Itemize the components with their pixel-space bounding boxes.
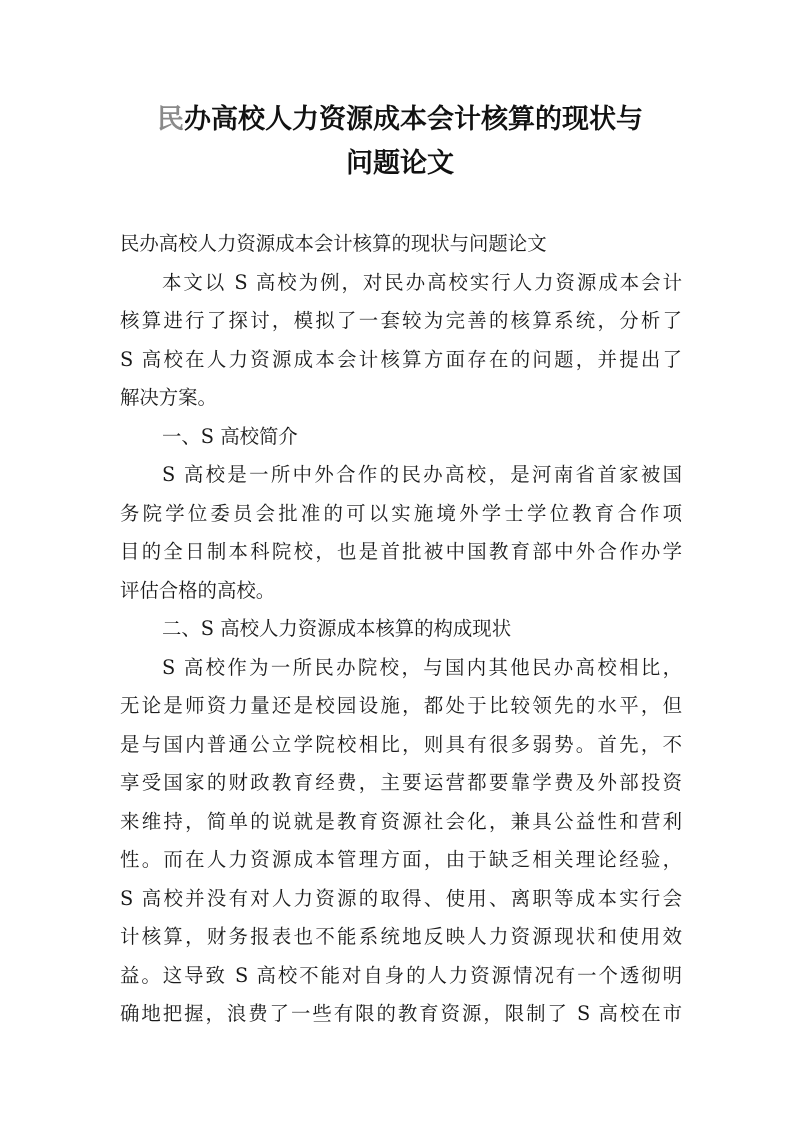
body-line: 目的全日制本科院校，也是首批被中国教育部中外合作办学 <box>120 540 682 563</box>
body-line: 计核算，财务报表也不能系统地反映人力资源现状和使用效 <box>120 925 682 948</box>
body-line: S 高校并没有对人力资源的取得、使用、离职等成本实行会 <box>120 886 682 910</box>
document-title <box>120 98 680 186</box>
title-line-2: 问题论文 <box>346 148 454 179</box>
body-line: 解决方案。 <box>120 386 217 409</box>
body-line: 无论是师资力量还是校园设施，都处于比较领先的水平，但 <box>120 694 682 717</box>
body-line: S 高校在人力资源成本会计核算方面存在的问题，并提出了 <box>120 347 682 371</box>
body-line: 是与国内普通公立学院校相比，则具有很多弱势。首先，不 <box>120 732 682 756</box>
body-line: 民办高校人力资源成本会计核算的现状与问题论文 <box>120 232 547 255</box>
body-line: 评估合格的高校。 <box>120 578 276 602</box>
title-first-char: 民 <box>157 104 184 135</box>
body-line: 本文以 S 高校为例，对民办高校实行人力资源成本会计 <box>162 270 682 294</box>
body-line: 性。而在人力资源成本管理方面，由于缺乏相关理论经验， <box>120 848 682 871</box>
body-line: 务院学位委员会批准的可以实施境外学士学位教育合作项 <box>120 501 682 525</box>
body-line: S 高校作为一所民办院校，与国内其他民办高校相比， <box>162 655 682 679</box>
body-line: S 高校是一所中外合作的民办高校，是河南省首家被国 <box>162 463 682 486</box>
document-body <box>120 225 682 1034</box>
body-line: 享受国家的财政教育经费，主要运营都要靠学费及外部投资 <box>120 771 682 794</box>
title-line-1: 民办高校人力资源成本会计核算的现状与 <box>157 104 643 135</box>
section-heading: 一、S 高校简介 <box>162 424 298 448</box>
body-line: 来维持，简单的说就是教育资源社会化，兼具公益性和营利 <box>120 809 682 833</box>
section-heading: 二、S 高校人力资源成本核算的构成现状 <box>162 617 512 640</box>
body-line: 核算进行了探讨，模拟了一套较为完善的核算系统，分析了 <box>120 309 682 332</box>
body-line: 益。这导致 S 高校不能对自身的人力资源情况有一个透彻明 <box>120 963 682 987</box>
body-line: 确地把握，浪费了一些有限的教育资源，限制了 S 高校在市 <box>120 1002 682 1025</box>
